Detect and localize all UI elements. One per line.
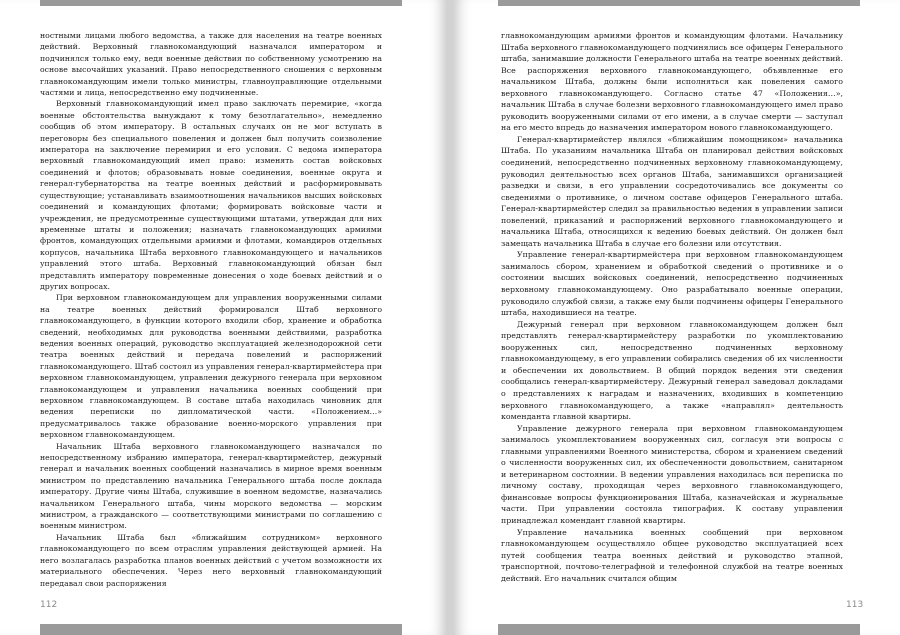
paragraph: Начальник Штаба верховного главнокомандующего назначался по непосредственному избранию императора, генерал-квартирмейстер, дежурный генерал и начальник военных сообщений назначались в мирное время военным министром по представлению начальника Генерального штаба после доклада императору. Другие чины Штаба, служившие в военном ведомстве, назначались начальником Генерального штаба, чины морского ведомства — морским министром, а гражданского — соответствующими министрами по соглашению с военным министром. bbox=[40, 441, 382, 531]
paragraph: Управление генерал-квартирмейстера при верховном главнокомандующем занималось сбором, хранением и обработкой сведений о противнике и о состоянии высших войсковых соединений, непосредственно подчиненных верховному главнокомандующему. Оно разрабатывало военные операции, руководило службой связи, а также ему были подчинены офицеры Генерального штаба, находившиеся на театре. bbox=[501, 250, 843, 318]
top-rule bbox=[498, 0, 860, 6]
paragraph: Начальник Штаба был «ближайшим сотрудником» верховного главнокомандующего по всем отраслям управления действующей армией. На него возлагалась разработка планов военных действий с учетом возможности их материального обеспечения. Через него верховный главнокомандующий передавал свои распоряжения bbox=[40, 532, 382, 588]
left-page-text bbox=[40, 30, 382, 589]
paragraph: Верховный главнокомандующий имел право заключать перемирие, «когда военные обстоятельства вынуждают к тому безотлагательно», немедленно сообщив об этом императору. В остальных случаях он не мог вступать в переговоры без специального повеления и должен был получить соизволение императора на заключение перемирия и его условия. С ведома императора верховный главнокомандующий имел право: изменять состав войсковых соединений и флотов; образовывать новые соединения, военные округа и генерал-губернаторства на театре военных действий и расформировывать существующие; устанавливать взаимоотношения начальников высших войсковых соединений и командующих флотами; формировать войсковые части и учреждения, не предусмотренные существующими штатами, утверждая для них временные штаты и положения; назначать главнокомандующих армиями фронтов, командующих отдельными армиями и флотами, командиров отдельных корпусов, начальника Штаба верховного главнокомандующего и начальников управлений этого штаба. Верховный главнокомандующий обязан был представлять императору повременные донесения о ходе боевых действий и о других вопросах. bbox=[40, 99, 382, 291]
left-page bbox=[0, 0, 447, 635]
paragraph: Дежурный генерал при верховном главнокомандующем должен был представлять генерал-квартирмейстеру разработки по укомплектованию вооруженных сил, непосредственно подчиненных верховному главнокомандующему, в его управлении собирались сведения об их численности и обеспечении их довольствием. В общий порядок ведения эти сведения сообщались генерал-квартирмейстеру. Дежурный генерал заведовал докладами о представлениях к наградам и назначениях, входивших в компетенцию верховного главнокомандующего, а также «направлял» деятельность коменданта главной квартиры. bbox=[501, 319, 843, 422]
bottom-rule bbox=[40, 624, 402, 635]
paragraph: При верховном главнокомандующем для управления вооруженными силами на театре военных действий формировался Штаб верховного главнокомандующего, в функции которого входили сбор, хранение и обработка сведений, необходимых для руководства военными действиями, разработка ведения военных операций, руководство эксплуатацией железнодорожной сети театра военных действий и передача повелений и распоряжений главнокомандующего. Штаб состоял из управления генерал-квартирмейстера при верховном главнокомандующем, управления дежурного генерала при верховном главнокомандующем и управления начальника военных сообщений при верховном главнокомандующем. В составе штаба находилась чиновник для ведения переписки по дипломатической части. «Положением…» предусматривалось также образование военно-морского управления при верховном главнокомандующем. bbox=[40, 293, 382, 440]
bottom-rule bbox=[498, 624, 860, 635]
top-rule bbox=[40, 0, 402, 6]
right-page-text bbox=[501, 30, 843, 584]
paragraph: главнокомандующим армиями фронтов и командующим флотами. Начальнику Штаба верховного главнокомандующего подчинялись все офицеры Генерального штаба, занимавшие должности Генерального штаба на театре военных действий. Все распоряжения верховного главнокомандующего, объявленные его начальником Штаба, должны были исполняться как повеления самого верховного главнокомандующего. Согласно статье 47 «Положения…», начальник Штаба в случае болезни верховного главнокомандующего имел право руководить вооруженными силами от его имени, а в случае смерти — заступал на его место впредь до назначения императором нового главнокомандующего. bbox=[501, 31, 843, 133]
right-page bbox=[453, 0, 900, 635]
paragraph: Генерал-квартирмейстер являлся «ближайшим помощником» начальника Штаба. По указаниям начальника Штаба он планировал действия войсковых соединений, непосредственно подчиненных верховному главнокомандующему, руководил деятельностью всех органов Штаба, занимавшихся организацией разведки и связи, в его управлении сосредоточивались все документы со сведениями о противнике, о личном составе офицеров Генерального штаба. Генерал-квартирмейстер следил за правильностью ведения в управлении записи повелений, приказаний и распоряжений верховного главнокомандующего и начальника Штаба, относящихся к ведению боевых действий. Он должен был замещать начальника Штаба в случае его болезни или отсутствия. bbox=[501, 134, 843, 248]
paragraph: Управление начальника военных сообщений при верховном главнокомандующем осуществляло общее руководство эксплуатацией всех путей сообщения театра военных действий и руководство этапной, транспортной, почтово-телеграфной и телефонной службой на театре военных действий. Его начальник считался общим bbox=[501, 527, 843, 583]
paragraph: ностными лицами любого ведомства, а также для населения на театре военных действий. Верховный главнокомандующий назначался императором и подчинялся только ему, ведя военные действия по собственному усмотрению на основе высочайших указаний. Право непосредственного сношения с верховным главнокомандующим имели только министры, главноуправляющие отдельными частями и лица, непосредственно ему подчиненные. bbox=[40, 31, 382, 98]
page-number-left: 112 bbox=[40, 600, 58, 610]
paragraph: Управление дежурного генерала при верховном главнокомандующем занималось укомплектованием вооруженных сил, согласуя эти вопросы с главными управлениями Военного министерства, сбором и хранением сведений о численности вооруженных сил, их обеспеченности довольствием, санитарном и ветеринарном состоянии. В ведении управления находилась вся переписка по личному составу, проходящая через верховного главнокомандующего, финансовые вопросы функционирования Штаба, казначейская и журнальные части. При управлении состояла типография. К составу управления принадлежал комендант главной квартиры. bbox=[501, 423, 843, 525]
page-number-right: 113 bbox=[846, 600, 864, 610]
